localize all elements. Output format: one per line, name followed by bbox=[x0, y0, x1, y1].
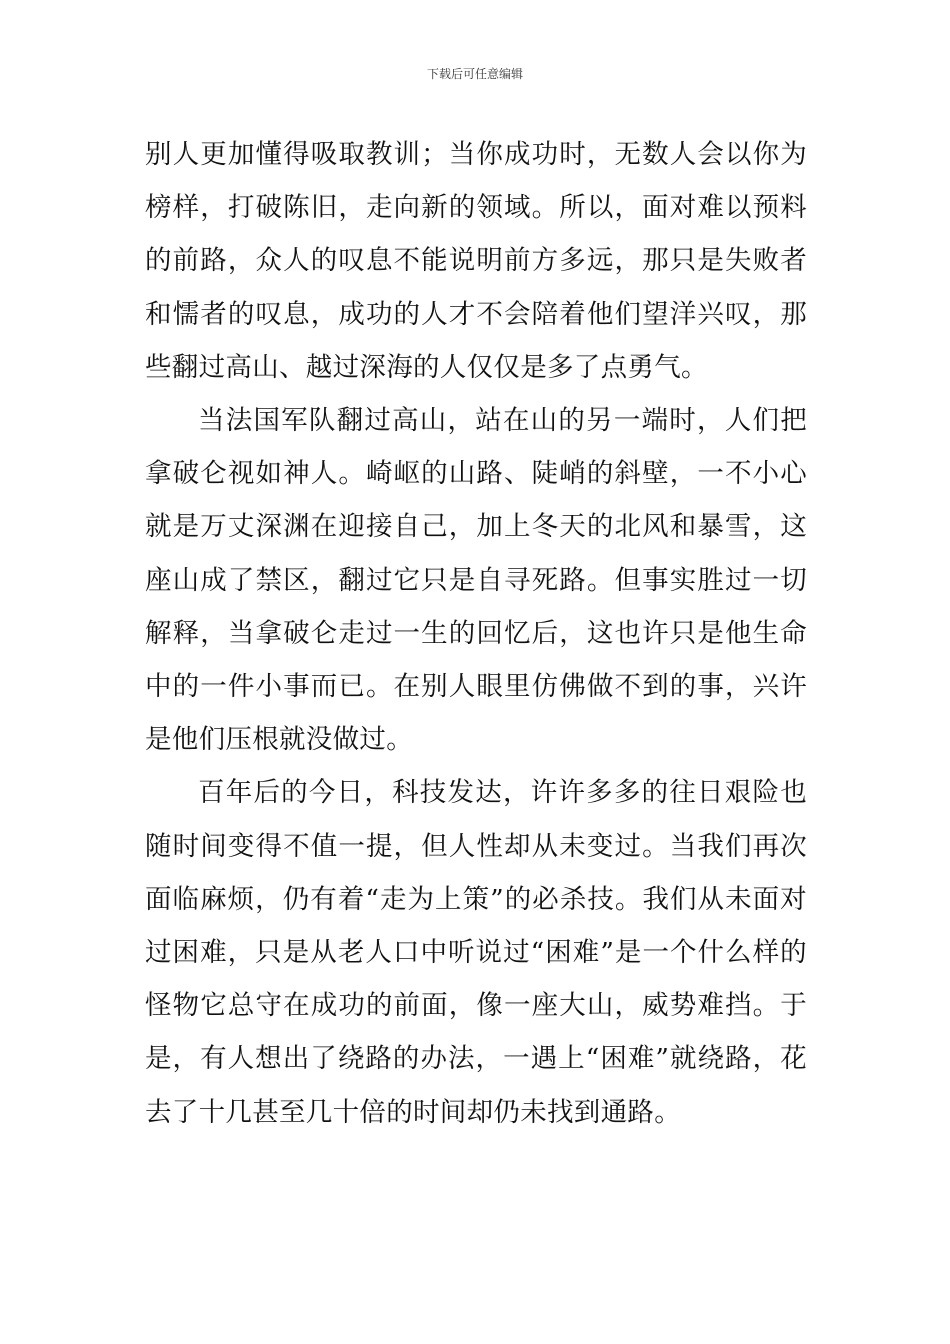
paragraph-3: 百年后的今日，科技发达，许许多多的往日艰险也随时间变得不值一提，但人性却从未变过。当我们再次面临麻烦，仍有着“走为上策”的必杀技。我们从未面对过困难，只是从老人口中听说过“困难”是一个什么样的怪物它总守在成功的前面，像一座大山，威势难挡。于是，有人想出了绕路的办法，一遇上“困难”就绕路，花去了十几甚至几十倍的时间却仍未找到通路。 bbox=[145, 777, 807, 1128]
paragraph-1: 别人更加懂得吸取教训；当你成功时，无数人会以你为榜样，打破陈旧，走向新的领域。所以，面对难以预料的前路，众人的叹息不能说明前方多远，那只是失败者和懦者的叹息，成功的人才不会陪着他们望洋兴叹，那些翻过高山、越过深海的人仅仅是多了点勇气。 bbox=[145, 139, 807, 383]
page-header: 下载后可任意编辑 bbox=[426, 67, 523, 81]
paragraph-2: 当法国军队翻过高山，站在山的另一端时，人们把拿破仑视如神人。崎岖的山路、陡峭的斜壁，一不小心就是万丈深渊在迎接自己，加上冬天的北风和暴雪，这座山成了禁区，翻过它只是自寻死路。但事实胜过一切解释，当拿破仑走过一生的回忆后，这也许只是他生命中的一件小事而已。在别人眼里仿佛做不到的事，兴许是他们压根就没做过。 bbox=[145, 405, 807, 756]
document-body bbox=[145, 128, 807, 1139]
